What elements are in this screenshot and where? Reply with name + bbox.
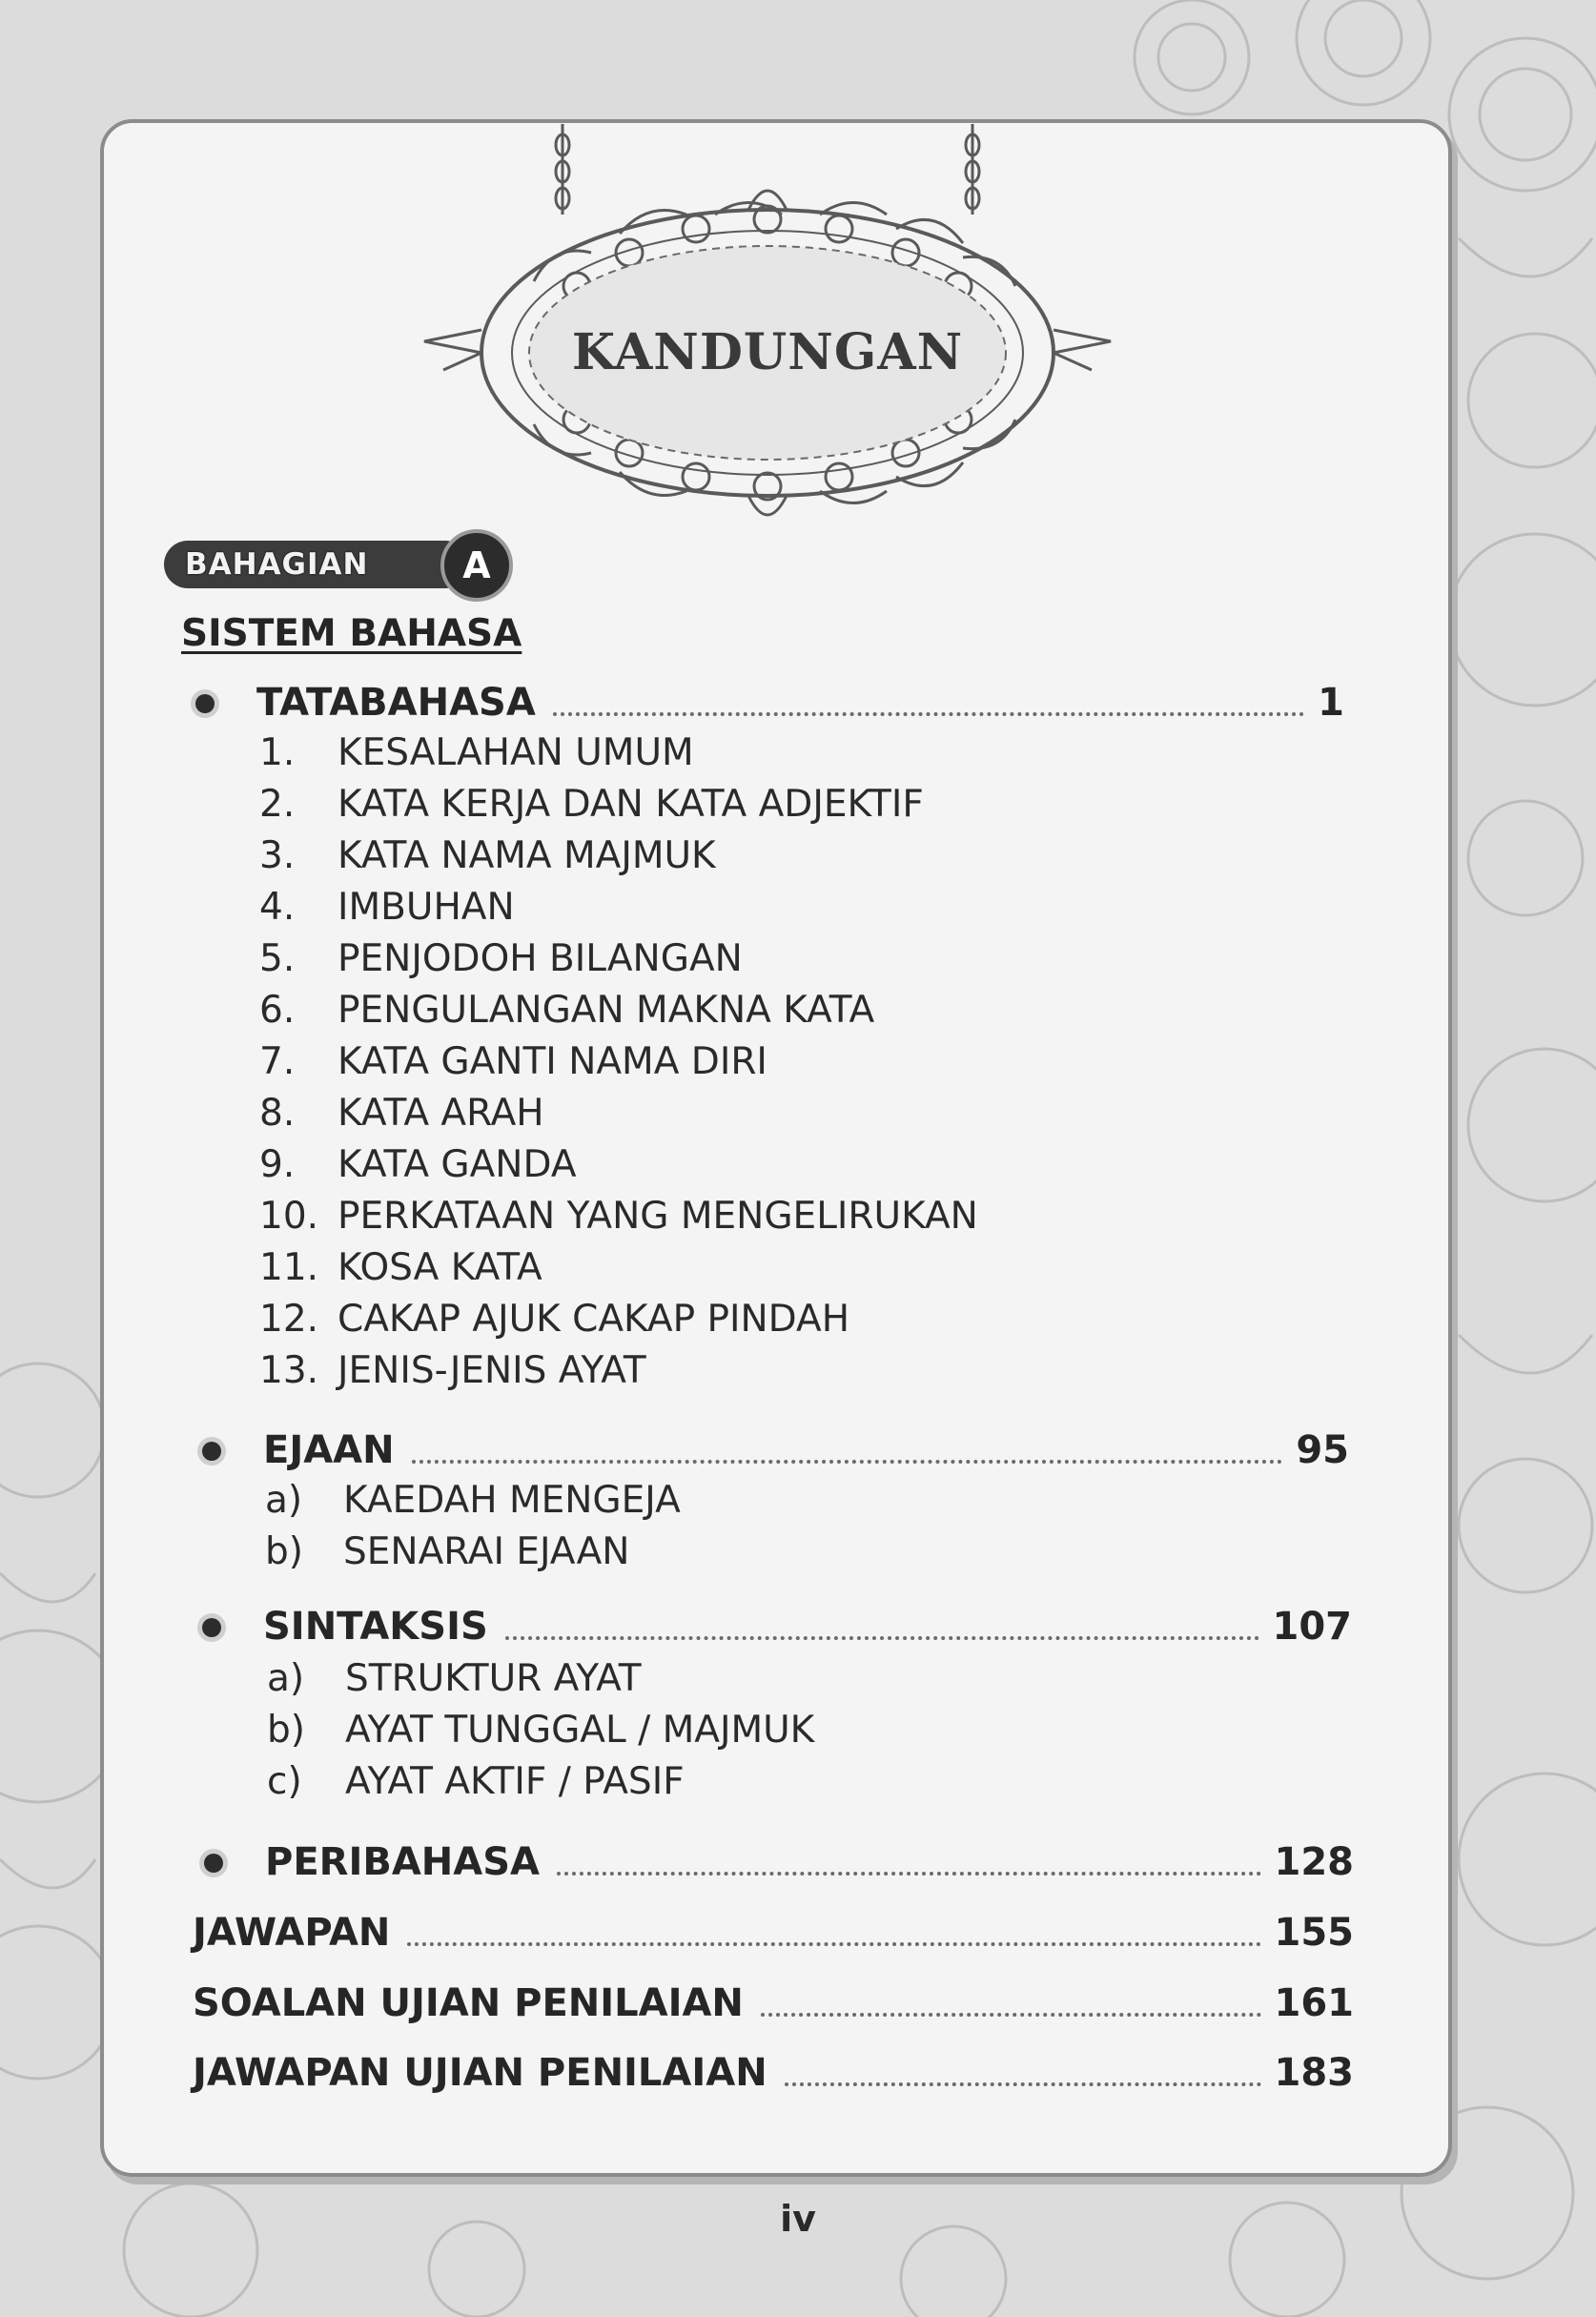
toc-entry-tatabahasa[interactable] xyxy=(195,675,1344,725)
leader-dots xyxy=(407,1942,1260,1946)
list-item[interactable]: c) AYAT AKTIF / PASIF xyxy=(267,1760,685,1803)
leader-dots xyxy=(761,2013,1261,2017)
leader-dots xyxy=(557,1872,1261,1876)
list-item[interactable]: 3. KATA NAMA MAJMUK xyxy=(259,834,716,877)
toc-entry-label: EJAAN xyxy=(263,1428,395,1472)
toc-entry-page: 161 xyxy=(1274,1981,1354,2025)
toc-entry-page: 155 xyxy=(1274,1911,1354,1955)
part-label: BAHAGIAN xyxy=(185,547,369,582)
toc-entry-label: JAWAPAN xyxy=(193,1911,391,1955)
list-item[interactable]: 12. CAKAP AJUK CAKAP PINDAH xyxy=(259,1298,850,1341)
toc-entry-label: TATABAHASA xyxy=(256,681,536,725)
list-item[interactable]: 10. PERKATAAN YANG MENGELIRUKAN xyxy=(259,1195,978,1238)
toc-entry-label: SOALAN UJIAN PENILAIAN xyxy=(193,1981,744,2025)
toc-entry-page: 183 xyxy=(1274,2051,1354,2095)
bullet-icon xyxy=(202,1442,221,1461)
leader-dots xyxy=(553,712,1304,716)
page-title: KANDUNGAN xyxy=(571,323,964,381)
part-badge xyxy=(164,529,517,594)
list-item[interactable]: 9. KATA GANDA xyxy=(259,1143,577,1186)
toc-entry-label: PERIBAHASA xyxy=(265,1840,540,1884)
list-item[interactable]: 4. IMBUHAN xyxy=(259,886,515,929)
section-title: SISTEM BAHASA xyxy=(181,612,522,655)
toc-entry-page: 1 xyxy=(1318,681,1344,725)
toc-entry-jawapan[interactable] xyxy=(193,1905,1354,1955)
list-item[interactable]: a) STRUKTUR AYAT xyxy=(267,1657,642,1700)
toc-entry-ejaan[interactable] xyxy=(202,1423,1349,1472)
list-item[interactable]: 2. KATA KERJA DAN KATA ADJEKTIF xyxy=(259,783,924,826)
leader-dots xyxy=(505,1636,1259,1640)
list-item[interactable]: 8. KATA ARAH xyxy=(259,1092,544,1135)
bullet-icon xyxy=(204,1854,223,1873)
list-item[interactable]: 6. PENGULANGAN MAKNA KATA xyxy=(259,989,875,1032)
toc-entry-label: SINTAKSIS xyxy=(263,1605,488,1649)
page-number: iv xyxy=(780,2198,816,2240)
leader-dots xyxy=(412,1460,1283,1464)
part-letter: A xyxy=(440,529,513,602)
toc-entry-label: JAWAPAN UJIAN PENILAIAN xyxy=(193,2051,767,2095)
list-item[interactable]: a) KAEDAH MENGEJA xyxy=(265,1479,681,1522)
toc-entry-page: 95 xyxy=(1296,1428,1349,1472)
list-item[interactable]: 5. PENJODOH BILANGAN xyxy=(259,937,743,980)
bullet-icon xyxy=(195,694,215,713)
leader-dots xyxy=(785,2082,1261,2086)
toc-entry-peribahasa[interactable] xyxy=(204,1835,1354,1884)
toc-entry-soalan-ujian-penilaian[interactable] xyxy=(193,1976,1354,2025)
toc-entry-jawapan-ujian-penilaian[interactable] xyxy=(193,2045,1354,2095)
bullet-icon xyxy=(202,1618,221,1637)
list-item[interactable]: 13. JENIS-JENIS AYAT xyxy=(259,1349,646,1392)
toc-entry-sintaksis[interactable] xyxy=(202,1599,1352,1649)
list-item[interactable]: 7. KATA GANTI NAMA DIRI xyxy=(259,1040,767,1083)
list-item[interactable]: b) AYAT TUNGGAL / MAJMUK xyxy=(267,1709,815,1752)
list-item[interactable]: b) SENARAI EJAAN xyxy=(265,1530,630,1573)
toc-entry-page: 107 xyxy=(1272,1605,1352,1649)
list-item[interactable]: 1. KESALAHAN UMUM xyxy=(259,731,694,774)
list-item[interactable]: 11. KOSA KATA xyxy=(259,1246,542,1289)
toc-entry-page: 128 xyxy=(1274,1840,1354,1884)
